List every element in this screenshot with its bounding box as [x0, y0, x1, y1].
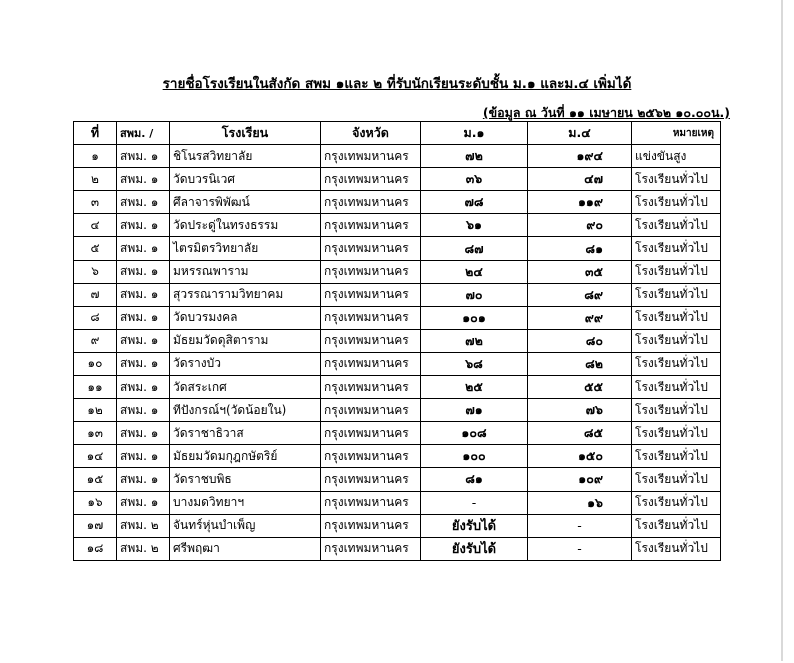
row-province: กรุงเทพมหานคร [321, 329, 421, 352]
row-remark: โรงเรียนทั่วไป [632, 468, 721, 491]
row-school: ศรีพฤฒา [170, 537, 321, 560]
table-row [74, 537, 721, 560]
row-m1-seats: ๘๑ [421, 468, 528, 491]
row-remark: โรงเรียนทั่วไป [632, 260, 721, 283]
row-office: สพม. ๑ [117, 329, 170, 352]
row-m1-seats: ๒๔ [421, 260, 528, 283]
row-school: ไตรมิตรวิทยาลัย [170, 237, 321, 260]
row-m4-seats: ๘๐ [528, 329, 632, 352]
row-remark: โรงเรียนทั่วไป [632, 237, 721, 260]
row-school: มัธยมวัดดุสิตาราม [170, 329, 321, 352]
row-province: กรุงเทพมหานคร [321, 537, 421, 560]
row-number: ๑๕ [74, 468, 117, 491]
table-row [74, 191, 721, 214]
row-number: ๘ [74, 306, 117, 329]
row-m4-seats: ๕๕ [528, 376, 632, 399]
header-no: ที่ [74, 122, 117, 145]
row-province: กรุงเทพมหานคร [321, 260, 421, 283]
row-number: ๗ [74, 283, 117, 306]
header-province: จังหวัด [321, 122, 421, 145]
row-number: ๑๒ [74, 399, 117, 422]
row-school: วัดบวรนิเวศ [170, 168, 321, 191]
table-row [74, 237, 721, 260]
row-m4-seats: ๓๕ [528, 260, 632, 283]
row-office: สพม. ๑ [117, 306, 170, 329]
row-m4-seats: - [528, 537, 632, 560]
row-school: สุวรรณารามวิทยาคม [170, 283, 321, 306]
row-office: สพม. ๒ [117, 537, 170, 560]
table-row [74, 399, 721, 422]
row-province: กรุงเทพมหานคร [321, 422, 421, 445]
row-province: กรุงเทพมหานคร [321, 306, 421, 329]
row-province: กรุงเทพมหานคร [321, 191, 421, 214]
row-number: ๑๑ [74, 376, 117, 399]
row-m1-seats: ๗๑ [421, 399, 528, 422]
row-m4-seats: ๘๙ [528, 283, 632, 306]
table-row [74, 352, 721, 375]
row-remark: โรงเรียนทั่วไป [632, 399, 721, 422]
row-remark: โรงเรียนทั่วไป [632, 283, 721, 306]
table-row [74, 145, 721, 168]
row-m4-seats: ๑๕๐ [528, 445, 632, 468]
row-remark: โรงเรียนทั่วไป [632, 352, 721, 375]
row-province: กรุงเทพมหานคร [321, 376, 421, 399]
table-row [74, 376, 721, 399]
row-province: กรุงเทพมหานคร [321, 237, 421, 260]
row-remark: แข่งขันสูง [632, 145, 721, 168]
row-m4-seats: ๘๕ [528, 422, 632, 445]
row-province: กรุงเทพมหานคร [321, 352, 421, 375]
row-m1-seats: ยังรับได้ [421, 537, 528, 560]
row-number: ๖ [74, 260, 117, 283]
row-school: วัดบวรมงคล [170, 306, 321, 329]
row-school: มัธยมวัดมกุฎกษัตริย์ [170, 445, 321, 468]
row-m1-seats: ๘๗ [421, 237, 528, 260]
row-remark: โรงเรียนทั่วไป [632, 191, 721, 214]
row-m4-seats: ๑๐๙ [528, 468, 632, 491]
row-m4-seats: ๑๑๙ [528, 191, 632, 214]
table-row [74, 422, 721, 445]
row-m1-seats: - [421, 491, 528, 514]
header-office: สพม. / [117, 122, 170, 145]
row-office: สพม. ๑ [117, 145, 170, 168]
row-m4-seats: ๑๙๔ [528, 145, 632, 168]
row-number: ๙ [74, 329, 117, 352]
row-m4-seats: ๗๖ [528, 399, 632, 422]
row-m1-seats: ๗๒ [421, 329, 528, 352]
row-office: สพม. ๑ [117, 260, 170, 283]
table-row [74, 214, 721, 237]
row-m1-seats: ๗๐ [421, 283, 528, 306]
row-remark: โรงเรียนทั่วไป [632, 168, 721, 191]
header-m1: ม.๑ [421, 122, 528, 145]
row-school: ศึลาจารพิพัฒน์ [170, 191, 321, 214]
row-school: วัดรางบัว [170, 352, 321, 375]
table-row [74, 491, 721, 514]
row-office: สพม. ๒ [117, 514, 170, 537]
row-number: ๑๓ [74, 422, 117, 445]
row-office: สพม. ๑ [117, 191, 170, 214]
row-province: กรุงเทพมหานคร [321, 399, 421, 422]
row-province: กรุงเทพมหานคร [321, 445, 421, 468]
row-number: ๑๗ [74, 514, 117, 537]
table-row [74, 283, 721, 306]
row-office: สพม. ๑ [117, 376, 170, 399]
row-province: กรุงเทพมหานคร [321, 168, 421, 191]
row-number: ๒ [74, 168, 117, 191]
row-province: กรุงเทพมหานคร [321, 145, 421, 168]
table-row [74, 306, 721, 329]
row-school: จันทร์หุ่นบำเพ็ญ [170, 514, 321, 537]
row-school: วัดประดู่ในทรงธรรม [170, 214, 321, 237]
row-office: สพม. ๑ [117, 445, 170, 468]
row-m4-seats: ๙๐ [528, 214, 632, 237]
row-province: กรุงเทพมหานคร [321, 514, 421, 537]
row-m4-seats: ๘๒ [528, 352, 632, 375]
row-m4-seats: ๑๖ [528, 491, 632, 514]
row-m1-seats: ๑๐๐ [421, 445, 528, 468]
row-school: วัดราชาธิวาส [170, 422, 321, 445]
row-m1-seats: ๓๖ [421, 168, 528, 191]
row-number: ๑ [74, 145, 117, 168]
row-m4-seats: ๔๗ [528, 168, 632, 191]
row-remark: โรงเรียนทั่วไป [632, 214, 721, 237]
row-m1-seats: ๗๘ [421, 191, 528, 214]
row-province: กรุงเทพมหานคร [321, 491, 421, 514]
row-office: สพม. ๑ [117, 237, 170, 260]
row-office: สพม. ๑ [117, 491, 170, 514]
row-remark: โรงเรียนทั่วไป [632, 445, 721, 468]
row-number: ๑๔ [74, 445, 117, 468]
row-office: สพม. ๑ [117, 422, 170, 445]
row-m4-seats: ๙๙ [528, 306, 632, 329]
row-province: กรุงเทพมหานคร [321, 214, 421, 237]
header-school: โรงเรียน [170, 122, 321, 145]
header-remark: หมายเหตุ [632, 122, 721, 145]
row-remark: โรงเรียนทั่วไป [632, 537, 721, 560]
table-row [74, 329, 721, 352]
table-header-row [74, 122, 721, 145]
row-school: วัดราชบพิธ [170, 468, 321, 491]
row-m1-seats: ๖๑ [421, 214, 528, 237]
row-office: สพม. ๑ [117, 283, 170, 306]
row-remark: โรงเรียนทั่วไป [632, 514, 721, 537]
row-remark: โรงเรียนทั่วไป [632, 376, 721, 399]
row-number: ๑๘ [74, 537, 117, 560]
row-number: ๕ [74, 237, 117, 260]
row-school: บางมดวิทยาฯ [170, 491, 321, 514]
row-m4-seats: ๘๑ [528, 237, 632, 260]
row-office: สพม. ๑ [117, 214, 170, 237]
row-m1-seats: ๖๘ [421, 352, 528, 375]
row-office: สพม. ๑ [117, 168, 170, 191]
header-m4: ม.๔ [528, 122, 632, 145]
row-remark: โรงเรียนทั่วไป [632, 306, 721, 329]
row-province: กรุงเทพมหานคร [321, 283, 421, 306]
row-remark: โรงเรียนทั่วไป [632, 491, 721, 514]
data-date-note: (ข้อมูล ณ วันที่ ๑๑ เมษายน ๒๕๖๒ ๑๐.๐๐น.) [482, 105, 730, 120]
table-row [74, 260, 721, 283]
table-row [74, 514, 721, 537]
row-number: ๑๐ [74, 352, 117, 375]
row-m1-seats: ยังรับได้ [421, 514, 528, 537]
row-office: สพม. ๑ [117, 352, 170, 375]
row-office: สพม. ๑ [117, 468, 170, 491]
row-office: สพม. ๑ [117, 399, 170, 422]
row-school: วัดสระเกศ [170, 376, 321, 399]
row-province: กรุงเทพมหานคร [321, 468, 421, 491]
row-m1-seats: ๒๕ [421, 376, 528, 399]
row-remark: โรงเรียนทั่วไป [632, 422, 721, 445]
row-m1-seats: ๗๒ [421, 145, 528, 168]
row-number: ๓ [74, 191, 117, 214]
row-school: มหรรณพาราม [170, 260, 321, 283]
document-title: รายชื่อโรงเรียนในสังกัด สพม ๑และ ๒ ที่รับนักเรียนระดับชั้น ม.๑ และม.๔ เพิ่มได้ [162, 76, 632, 92]
row-number: ๑๖ [74, 491, 117, 514]
row-m4-seats: - [528, 514, 632, 537]
row-number: ๔ [74, 214, 117, 237]
row-m1-seats: ๑๐๑ [421, 306, 528, 329]
table-row [74, 468, 721, 491]
row-school: ทีปังกรณ์ฯ(วัดน้อยใน) [170, 399, 321, 422]
school-table [73, 121, 721, 561]
table-row [74, 445, 721, 468]
table-row [74, 168, 721, 191]
row-remark: โรงเรียนทั่วไป [632, 329, 721, 352]
row-m1-seats: ๑๐๘ [421, 422, 528, 445]
row-school: ชิโนรสวิทยาลัย [170, 145, 321, 168]
